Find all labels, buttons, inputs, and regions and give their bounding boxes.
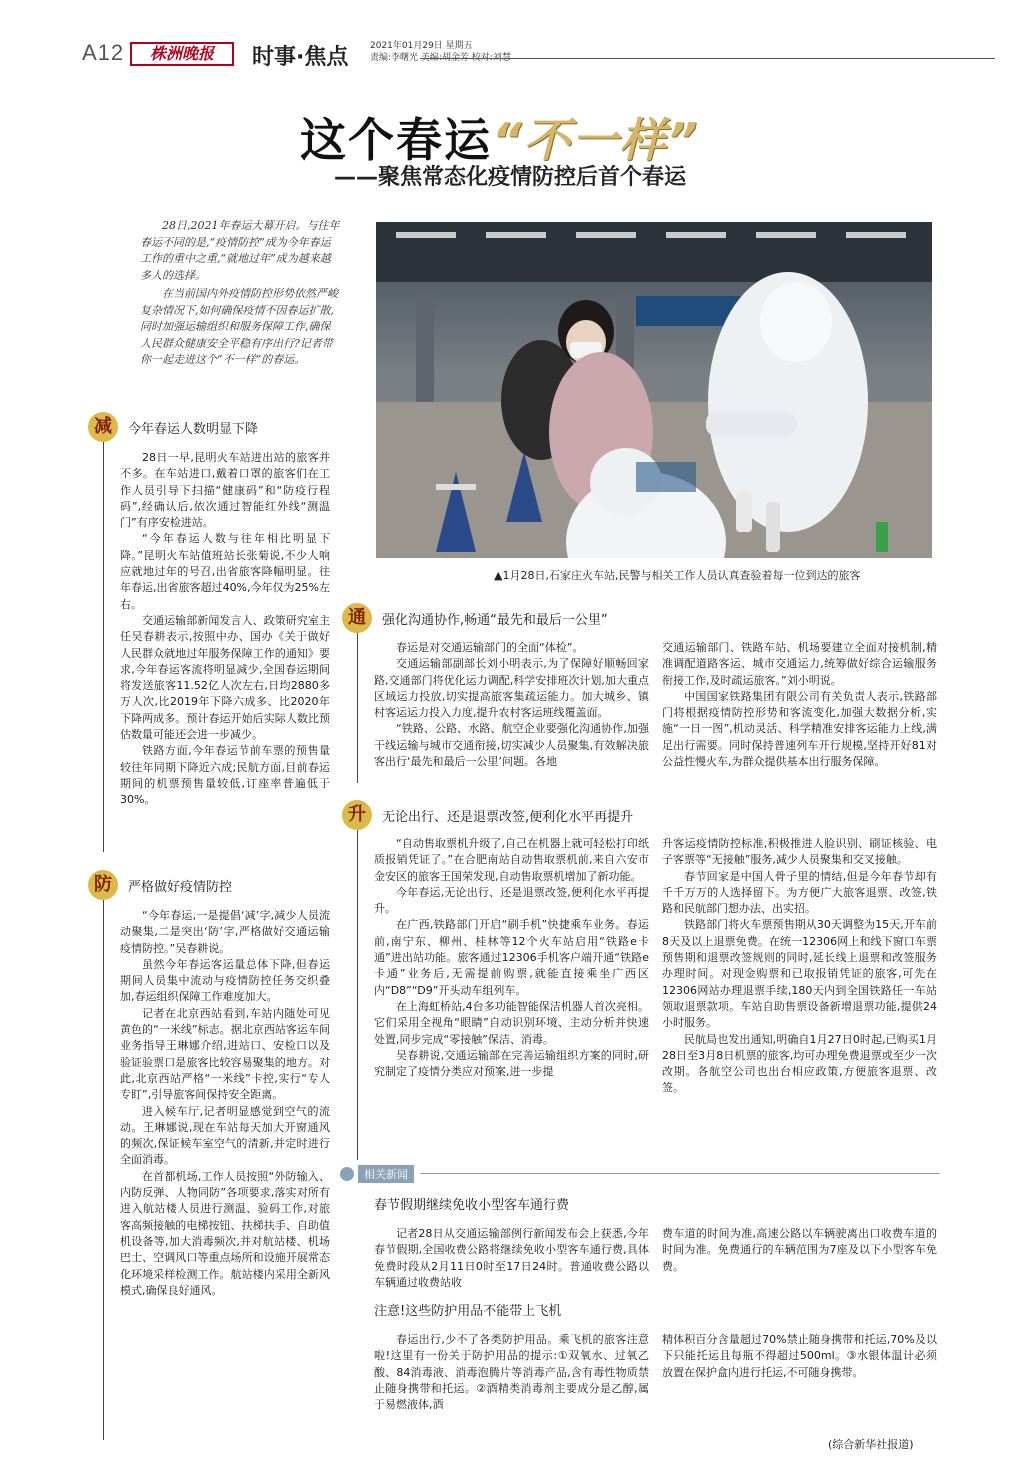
body-paragraph: 春运是对交通运输部门的全面“体检”。 (396, 641, 584, 654)
body-paragraph: 今年春运,无论出行、还是退票改签,便利化水平再提升。 (374, 885, 649, 916)
lead-paragraph: 在当前国内外疫情防控形势依然严峻复杂情况下,如何确保疫情不因春运扩散,同时加强运输组织和服务保障工作,确保人民群众健康安全平稳有序出行?记者带你一起走进这个“不一样”的春运。 (140, 287, 338, 366)
body-paragraph: “自动售取票机升级了,自己在机器上就可轻松打印纸质报销凭证了。”在合肥南站自动售取票机前,来自六安市金安区的旅客王国荣发现,自动售取票机增加了新功能。 (374, 837, 649, 883)
section-vertical-rule (357, 633, 358, 783)
section-header-jian (88, 412, 258, 442)
related-news-title: 春节假期继续免收小型客车通行费 (374, 1198, 570, 1213)
masthead-rule (420, 58, 995, 59)
body-paragraph: 记者在北京西站看到,车站内随处可见黄色的“一米线”标志。据北京西站客运车间业务指导王琳娜介绍,进站口、安检口以及验证验票口是旅客比较容易聚集的地方。对此,北京西站严格“一米线”卡控,实行“专人专盯”,引导旅客间保持安全距离。 (120, 1006, 330, 1102)
body-paragraph: 吴春耕说,交通运输部在完善运输组织方案的同时,研究制定了疫情分类应对预案,进一步提 (374, 1048, 649, 1079)
body-paragraph: 交通运输部副部长刘小明表示,为了保障好顺畅回家路,交通部门将优化运力调配,科学安排班次计划,加大重点区域运力投放,切实提高旅客集疏运能力。加大城乡、镇村客运运力投入力度,提升农村客运班线覆盖面。 (374, 657, 649, 720)
lead-paragraph: 28日,2021年春运大幕开启。与往年春运不同的是,“疫情防控”成为今年春运工作的重中之重,“就地过年”成为越来越多人的选择。 (140, 219, 340, 282)
staff-credits: 责编:李曙光 美编:胡金芳 校对:刘慧 (370, 53, 511, 63)
section-title: 严格做好疫情防控 (128, 879, 233, 895)
body-paragraph: 交通运输部门、铁路车站、机场要建立全面对接机制,精准调配道路客运、城市交通运力,统筹做好综合运输服务衔接工作,及时疏运旅客。”刘小明说。 (662, 641, 937, 687)
section-badge: 通 (342, 603, 372, 633)
section-title: 今年春运人数明显下降 (128, 421, 259, 437)
section-vertical-rule (357, 830, 358, 1160)
related-news-2-col1 (374, 1332, 649, 1413)
section-header-sheng (342, 800, 633, 830)
body-paragraph: “今年春运,一是提倡‘减’字,减少人员流动聚集,二是突出‘防’字,严格做好交通运输疫情防控。”吴春耕说。 (120, 909, 330, 955)
related-news-1-col2 (662, 1226, 937, 1275)
body-paragraph: 记者28日从交通运输部例行新闻发布会上获悉,今年春节假期,全国收费公路将继续免收小型客车通行费,具体免费时段从2月11日0时至17日24时。普通收费公路以车辆通过收费站收 (374, 1227, 649, 1289)
station-scene-illustration (376, 222, 932, 558)
section-header-tong (342, 603, 608, 633)
body-paragraph: 春运出行,少不了各类防护用品。乘飞机的旅客注意啦!这里有一份关于防护用品的提示:①双氧水、过氧乙酸、84消毒液、消毒泡腾片等消毒产品,含有毒性物质禁止随身携带和托运。②酒精类消毒剂主要成分是乙醇,属于易燃液体,酒 (374, 1333, 649, 1412)
body-paragraph: 进入候车厅,记者明显感觉到空气的流动。王琳娜说,现在车站每天加大开窗通风的频次,保证候车室空气的清新,并定时进行全面消毒。 (120, 1104, 330, 1167)
related-news-1-col1 (374, 1226, 649, 1291)
section-fang-body (120, 908, 330, 1299)
section-header-fang (88, 870, 232, 900)
section-vertical-rule (103, 900, 104, 1440)
section-sheng-col1 (374, 836, 649, 1080)
body-paragraph: 费车道的时间为准,高速公路以车辆驶离出口收费车道的时间为准。免费通行的车辆范围为7座及以下小型客车免费。 (662, 1227, 937, 1273)
section-sheng-col2 (662, 836, 937, 1097)
body-paragraph: 春节回家是中国人骨子里的情结,但是今年春节却有千千万万的人选择留下。为方便广大旅客退票、改签,铁路和民航部门想办法、出实招。 (662, 869, 937, 916)
page-number: A12 (82, 40, 125, 65)
section-badge: 升 (342, 800, 372, 830)
related-news-2-col2 (662, 1332, 937, 1381)
subheadline: ——聚焦常态化疫情防控后首个春运 (334, 165, 687, 190)
body-paragraph: 铁路方面,今年春运节前车票的预售量较往年同期下降近六成;民航方面,目前春运期间的机票预售量较低,订座率普遍低于30%。 (120, 744, 330, 807)
section-tong-col2 (662, 640, 937, 770)
section-vertical-rule (103, 442, 104, 852)
body-paragraph: 铁路部门将火车票预售期从30天调整为15天,开车前8天及以上退票免费。在统一12306网上和线下窗口车票预售期和退票改签规则的同时,延长线上退票和改签服务办理时间。对现金购票和已取报销凭证的旅客,可先在12306网站办理退票手续,180天内到全国铁路任一车站领取退票款项。车站自助售票设备新增退票功能,提供24小时服务。 (662, 918, 937, 1030)
section-badge: 防 (88, 870, 118, 900)
source-credit: (综合新华社报道) (828, 1438, 914, 1451)
masthead (30, 38, 970, 74)
photo-caption: ▲1月28日,石家庄火车站,民警与相关工作人员认真查验着每一位到达的旅客 (494, 569, 861, 582)
body-paragraph: 中国国家铁路集团有限公司有关负责人表示,铁路部门将根据疫情防控形势和客流变化,加强大数据分析,实施“一日一图”,机动灵活、科学精准安排客运能力上线,满足出行需要。同时保持普速列车开行规模,坚持开好81对公益性慢火车,为群众提供基本出行服务保障。 (662, 689, 937, 769)
section-tong-col1 (374, 640, 649, 770)
section-title: 无论出行、还是退票改签,便利化水平再提升 (382, 809, 634, 825)
section-name: 时事·焦点 (252, 45, 349, 70)
body-paragraph: “今年春运人数与往年相比明显下降。”昆明火车站值班站长张菊说,不少人响应就地过年的号召,出省旅客降幅明显。往年春运,出省旅客超过40%,今年仅为25%左右。 (120, 532, 330, 611)
section-badge: 减 (88, 412, 118, 442)
body-paragraph: “铁路、公路、水路、航空企业要强化沟通协作,加强干线运输与城市交通衔接,切实减少人员聚集,有效解决旅客出行‘最先和最后一公里’问题。各地 (374, 722, 649, 769)
body-paragraph: 在首都机场,工作人员按照“外防输入、内防反弹、人物同防”各项要求,落实对所有进入航站楼人员进行测温、验码工作,对旅客高频接触的电梯按钮、扶梯扶手、自助值机设备等,加大消毒频次,并对航站楼、机场巴士、空调风口等重点场所和设施开展常态化环境采样检测工作。航站楼内采用全新风模式,确保良好通风。 (120, 1169, 330, 1297)
related-news-tag (340, 1165, 414, 1183)
related-news-label: 相关新闻 (358, 1165, 414, 1183)
related-news-icon (340, 1167, 354, 1181)
newspaper-logo: 株洲晚报 (130, 42, 234, 66)
body-paragraph: 交通运输部新闻发言人、政策研究室主任吴春耕表示,按照中办、国办《关于做好人民群众就地过年服务保障工作的通知》要求,今年春运客流将明显减少,全国春运期间将发送旅客11.52亿人次左右,日均2880多万人次,比2019年下降六成多、比2020年下降两成多。预计春运开始后实际人数比预估数量可能还会进一步减少。 (120, 613, 330, 742)
issue-date: 2021年01月29日 星期五 (370, 41, 473, 51)
related-news-title: 注意!这些防护用品不能带上飞机 (374, 1304, 562, 1319)
section-title: 强化沟通协作,畅通“最先和最后一公里” (382, 612, 608, 628)
body-paragraph: 升客运疫情防控标准,积极推进人脸识别、刷证核验、电子客票等“无接触”服务,减少人员聚集和交叉接触。 (662, 837, 937, 867)
related-news-rule (420, 1173, 940, 1174)
body-paragraph: 民航局也发出通知,明确自1月27日0时起,已购买1月28日至3月8日机票的旅客,均可办理免费退票或至少一次改期。各航空公司也出台相应政策,方便旅客退票、改签。 (662, 1032, 937, 1095)
news-photo (376, 222, 932, 558)
body-paragraph: 在广西,铁路部门开启“刷手机”快捷乘车业务。春运前,南宁东、柳州、桂林等12个火车站启用“铁路e卡通”进出站功能。旅客通过12306手机客户端开通“铁路e卡通”业务后,无需提前购票,就能直接乘坐广西区内“D8”“D9”开头动车组列车。 (374, 918, 649, 997)
headline-quoted: “不一样” (492, 113, 700, 167)
headline-prefix: 这个春运 (300, 113, 492, 167)
lead-paragraphs (140, 218, 340, 371)
section-jian-body (120, 450, 330, 809)
body-paragraph: 精体积百分含量超过70%禁止随身携带和托运,70%及以下只能托运且每瓶不得超过500ml。③水银体温计必须放置在保护盒内进行托运,不可随身携带。 (662, 1333, 937, 1379)
body-paragraph: 在上海虹桥站,4台多功能智能保洁机器人首次亮相。它们采用全视角“眼睛”自动识别环境、主动分析并快速处置,同步完成“零接触”保洁、消毒。 (374, 999, 649, 1046)
body-paragraph: 28日一早,昆明火车站进出站的旅客并不多。在车站进口,戴着口罩的旅客们在工作人员引导下扫描“健康码”和“防疫行程码”,经确认后,依次通过智能红外线“测温门”有序安检进站。 (120, 451, 330, 530)
issue-meta (370, 40, 511, 64)
body-paragraph: 虽然今年春运客运量总体下降,但春运期间人员集中流动与疫情防控任务交织叠加,春运组织保障工作难度加大。 (120, 957, 330, 1004)
